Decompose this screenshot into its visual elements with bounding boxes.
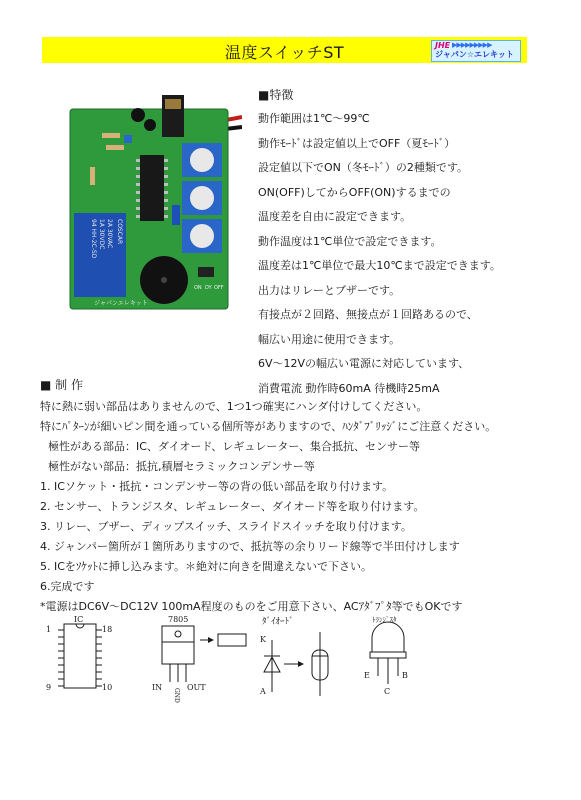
brand-logo xyxy=(431,40,521,62)
ic-chip xyxy=(140,155,164,221)
svg-text:COSCAR: COSCAR xyxy=(116,219,123,245)
production-step: 2. センサー、トランジスタ、レギュレーター、ダイオード等を取り付けます。 xyxy=(40,500,425,513)
trimmer-group xyxy=(182,143,222,253)
feature-line: 動作温度は1℃単位で設定できます。 xyxy=(258,234,442,248)
svg-text:1A 30VDC: 1A 30VDC xyxy=(98,219,105,250)
feature-line: 出力はリレーとブザーです。 xyxy=(258,283,401,297)
svg-text:ﾀﾞｲｵｰﾄﾞ: ﾀﾞｲｵｰﾄﾞ xyxy=(262,617,294,627)
feature-line: 温度差は1℃単位で最大10℃まで設定できます。 xyxy=(258,259,501,272)
production-line: 特に熱に弱い部品はありませんので、1つ1つ確実にハンダ付けしてください。 xyxy=(40,400,428,413)
feature-line: 有接点が２回路、無接点が１回路あるので、 xyxy=(258,308,478,321)
transistor-diagram xyxy=(364,616,408,696)
svg-text:OFF: OFF xyxy=(214,285,224,291)
features-header: ■特徴 xyxy=(258,88,294,102)
svg-text:ﾄﾗﾝｼﾞｽﾀ: ﾄﾗﾝｼﾞｽﾀ xyxy=(372,616,397,624)
svg-text:GND: GND xyxy=(173,688,180,703)
svg-text:94 HH-2C-SD: 94 HH-2C-SD xyxy=(90,219,97,259)
production-step: 5. ICをｿｹｯﾄに挿し込みます。＊絶対に向きを間違えないで下さい。 xyxy=(40,560,373,573)
svg-text:E: E xyxy=(364,671,370,680)
production-line: 極性がない部品：抵抗,積層セラミックコンデンサー等 xyxy=(48,460,315,473)
features-section xyxy=(258,86,568,401)
production-step: 6.完成です xyxy=(40,580,95,593)
feature-line: ON(OFF)してからOFF(ON)するまでの xyxy=(258,185,451,199)
svg-text:1: 1 xyxy=(46,625,52,634)
svg-text:IC: IC xyxy=(74,615,84,624)
production-header: ■ 制 作 xyxy=(40,378,83,392)
diode-diagram xyxy=(259,616,328,696)
arrow-decoration: ▶▶▶▶▶▶▶▶▶ xyxy=(452,41,492,49)
feature-line: 温度差を自由に設定できます。 xyxy=(258,210,412,223)
svg-text:IN: IN xyxy=(152,683,163,692)
regulator-diagram xyxy=(152,615,246,703)
feature-line: 消費電流 動作時60mA 待機時25mA xyxy=(258,381,440,395)
svg-text:A: A xyxy=(260,687,266,696)
title-banner xyxy=(42,37,527,63)
page-title: 温度スイッチST xyxy=(224,43,345,62)
svg-text:ジャパンエレキット: ジャパンエレキット xyxy=(94,300,148,307)
power-note: *電源はDC6V～DC12V 100mA程度のものをご用意下さい、ACｱﾀﾞﾌﾟﾀ等でもOKです xyxy=(40,600,463,613)
feature-line: 動作ﾓｰﾄﾞは設定値以上でOFF（夏ﾓｰﾄﾞ） xyxy=(258,136,456,150)
production-line: 特にﾊﾟﾀｰﾝが細いピン間を通っている個所等がありますので、ﾊﾝﾀﾞﾌﾞﾘｯｼﾞにご注意ください。 xyxy=(40,420,497,433)
svg-text:2A 30VAC: 2A 30VAC xyxy=(106,219,113,249)
component-diagrams xyxy=(40,612,560,712)
feature-line: 幅広い用途に使用できます。 xyxy=(258,332,401,346)
product-photo xyxy=(64,95,242,321)
svg-text:7805: 7805 xyxy=(168,615,189,624)
production-step: 1. ICソケット・抵抗・コンデンサー等の背の低い部品を取り付けます。 xyxy=(40,480,394,493)
svg-text:ON: ON xyxy=(194,285,202,291)
production-step: 4. ジャンパー箇所が１箇所ありますので、抵抗等の余りリード線等で半田付けします xyxy=(40,540,460,553)
production-section xyxy=(40,376,560,617)
svg-text:K: K xyxy=(260,635,266,644)
feature-line: 6V～12Vの幅広い電源に対応しています、 xyxy=(258,357,470,370)
svg-text:DY: DY xyxy=(205,285,212,291)
svg-text:18: 18 xyxy=(102,625,113,634)
svg-text:C: C xyxy=(384,687,391,696)
production-line: 極性がある部品：IC、ダイオード、レギュレーター、集合抵抗、センサー等 xyxy=(48,440,420,453)
svg-text:B: B xyxy=(402,671,408,680)
feature-line: 設定値以下でON（冬ﾓｰﾄﾞ）の2種類です。 xyxy=(258,161,469,174)
logo-text: ジャパン☆エレキット xyxy=(435,50,514,59)
svg-text:9: 9 xyxy=(46,683,52,692)
ic-diagram xyxy=(46,615,112,692)
logo-mark: JHE xyxy=(435,41,451,50)
production-step: 3. リレー、ブザー、ディップスイッチ、スライドスイッチを取り付けます。 xyxy=(40,520,412,533)
svg-text:OUT: OUT xyxy=(187,683,206,692)
feature-line: 動作範囲は1℃～99℃ xyxy=(258,112,370,125)
svg-text:10: 10 xyxy=(102,683,113,692)
